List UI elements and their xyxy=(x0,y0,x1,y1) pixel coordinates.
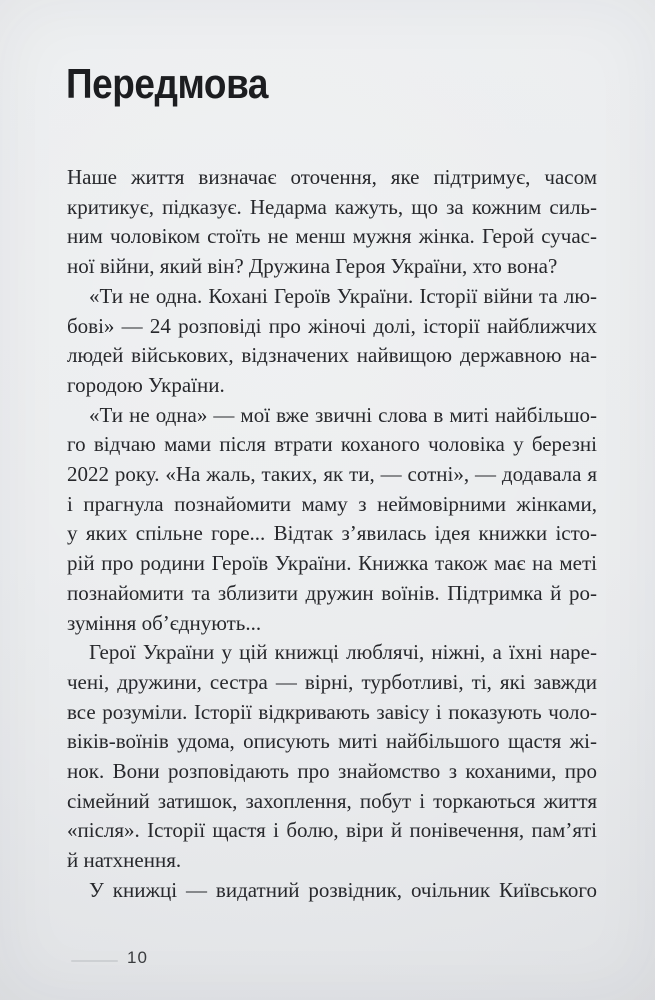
paragraph xyxy=(67,163,597,282)
folio-rule xyxy=(71,960,118,962)
text-line: го відчаю мами після втрати коханого чоловіка у березні xyxy=(67,432,597,457)
text-line: людей військових, відзначених найвищою державною на- xyxy=(67,343,597,368)
text-line: й натхнення. xyxy=(67,848,182,873)
text-line: «після». Історії щастя і болю, віри й понівечення, пам’яті xyxy=(67,818,597,843)
text-line: критикує, підказує. Недарма кажуть, що за кожним силь- xyxy=(67,194,597,219)
text-line: Наше життя визначає оточення, яке підтримує, часом xyxy=(67,165,597,189)
text-line: «Ти не одна. Кохані Героїв України. Історії війни та лю- xyxy=(89,283,597,308)
text-line: ним чоловіком стоїть не менш мужня жінка. Герой сучас- xyxy=(67,224,597,249)
text-line: і прагнула познайомити маму з неймовірними жінками, xyxy=(67,491,597,516)
text-line: чені, дружини, сестра — вірні, турботливі, ті, які завжди xyxy=(67,669,597,694)
text-line: ної війни, який він? Дружина Героя України, хто вона? xyxy=(67,254,558,279)
text-line: познайомити та зблизити дружин воїнів. Підтримка й ро- xyxy=(67,580,597,605)
text-line: сімейний затишок, захоплення, побут і торкаються життя xyxy=(67,788,597,813)
text-line: городою України. xyxy=(67,372,225,397)
text-block xyxy=(67,163,597,906)
text-line: нок. Вони розповідають про знайомство з коханими, про xyxy=(67,759,597,784)
page-number: 10 xyxy=(127,948,148,967)
text-line: зуміння об’єднують... xyxy=(67,610,262,635)
page-title: Передмова xyxy=(66,60,268,107)
paragraph xyxy=(67,401,597,639)
text-line: у яких спільне горе... Відтак з’явилась ідея книжки істо- xyxy=(67,521,597,546)
paragraph xyxy=(67,282,597,401)
text-line: Герої України у цій книжці люблячі, ніжні, а їхні наре- xyxy=(89,640,597,665)
text-line: бові» — 24 розповіді про жіночі долі, історії найближчих xyxy=(67,313,597,338)
paragraph xyxy=(67,876,597,906)
text-line: все розуміли. Історії відкривають завісу і показують чоло- xyxy=(67,699,597,724)
text-line: У книжці — видатний розвідник, очільник Київського xyxy=(89,877,597,902)
text-line: віків-воїнів удома, описують миті найбільшого щастя жі- xyxy=(67,729,597,754)
text-line: 2022 року. «На жаль, таких, як ти, — сотні», — додавала я xyxy=(67,462,597,487)
text-line: «Ти не одна» — мої вже звичні слова в миті найбільшо- xyxy=(89,402,597,427)
text-line: рій про родини Героїв України. Книжка також має на меті xyxy=(67,551,597,576)
paragraph xyxy=(67,638,597,876)
